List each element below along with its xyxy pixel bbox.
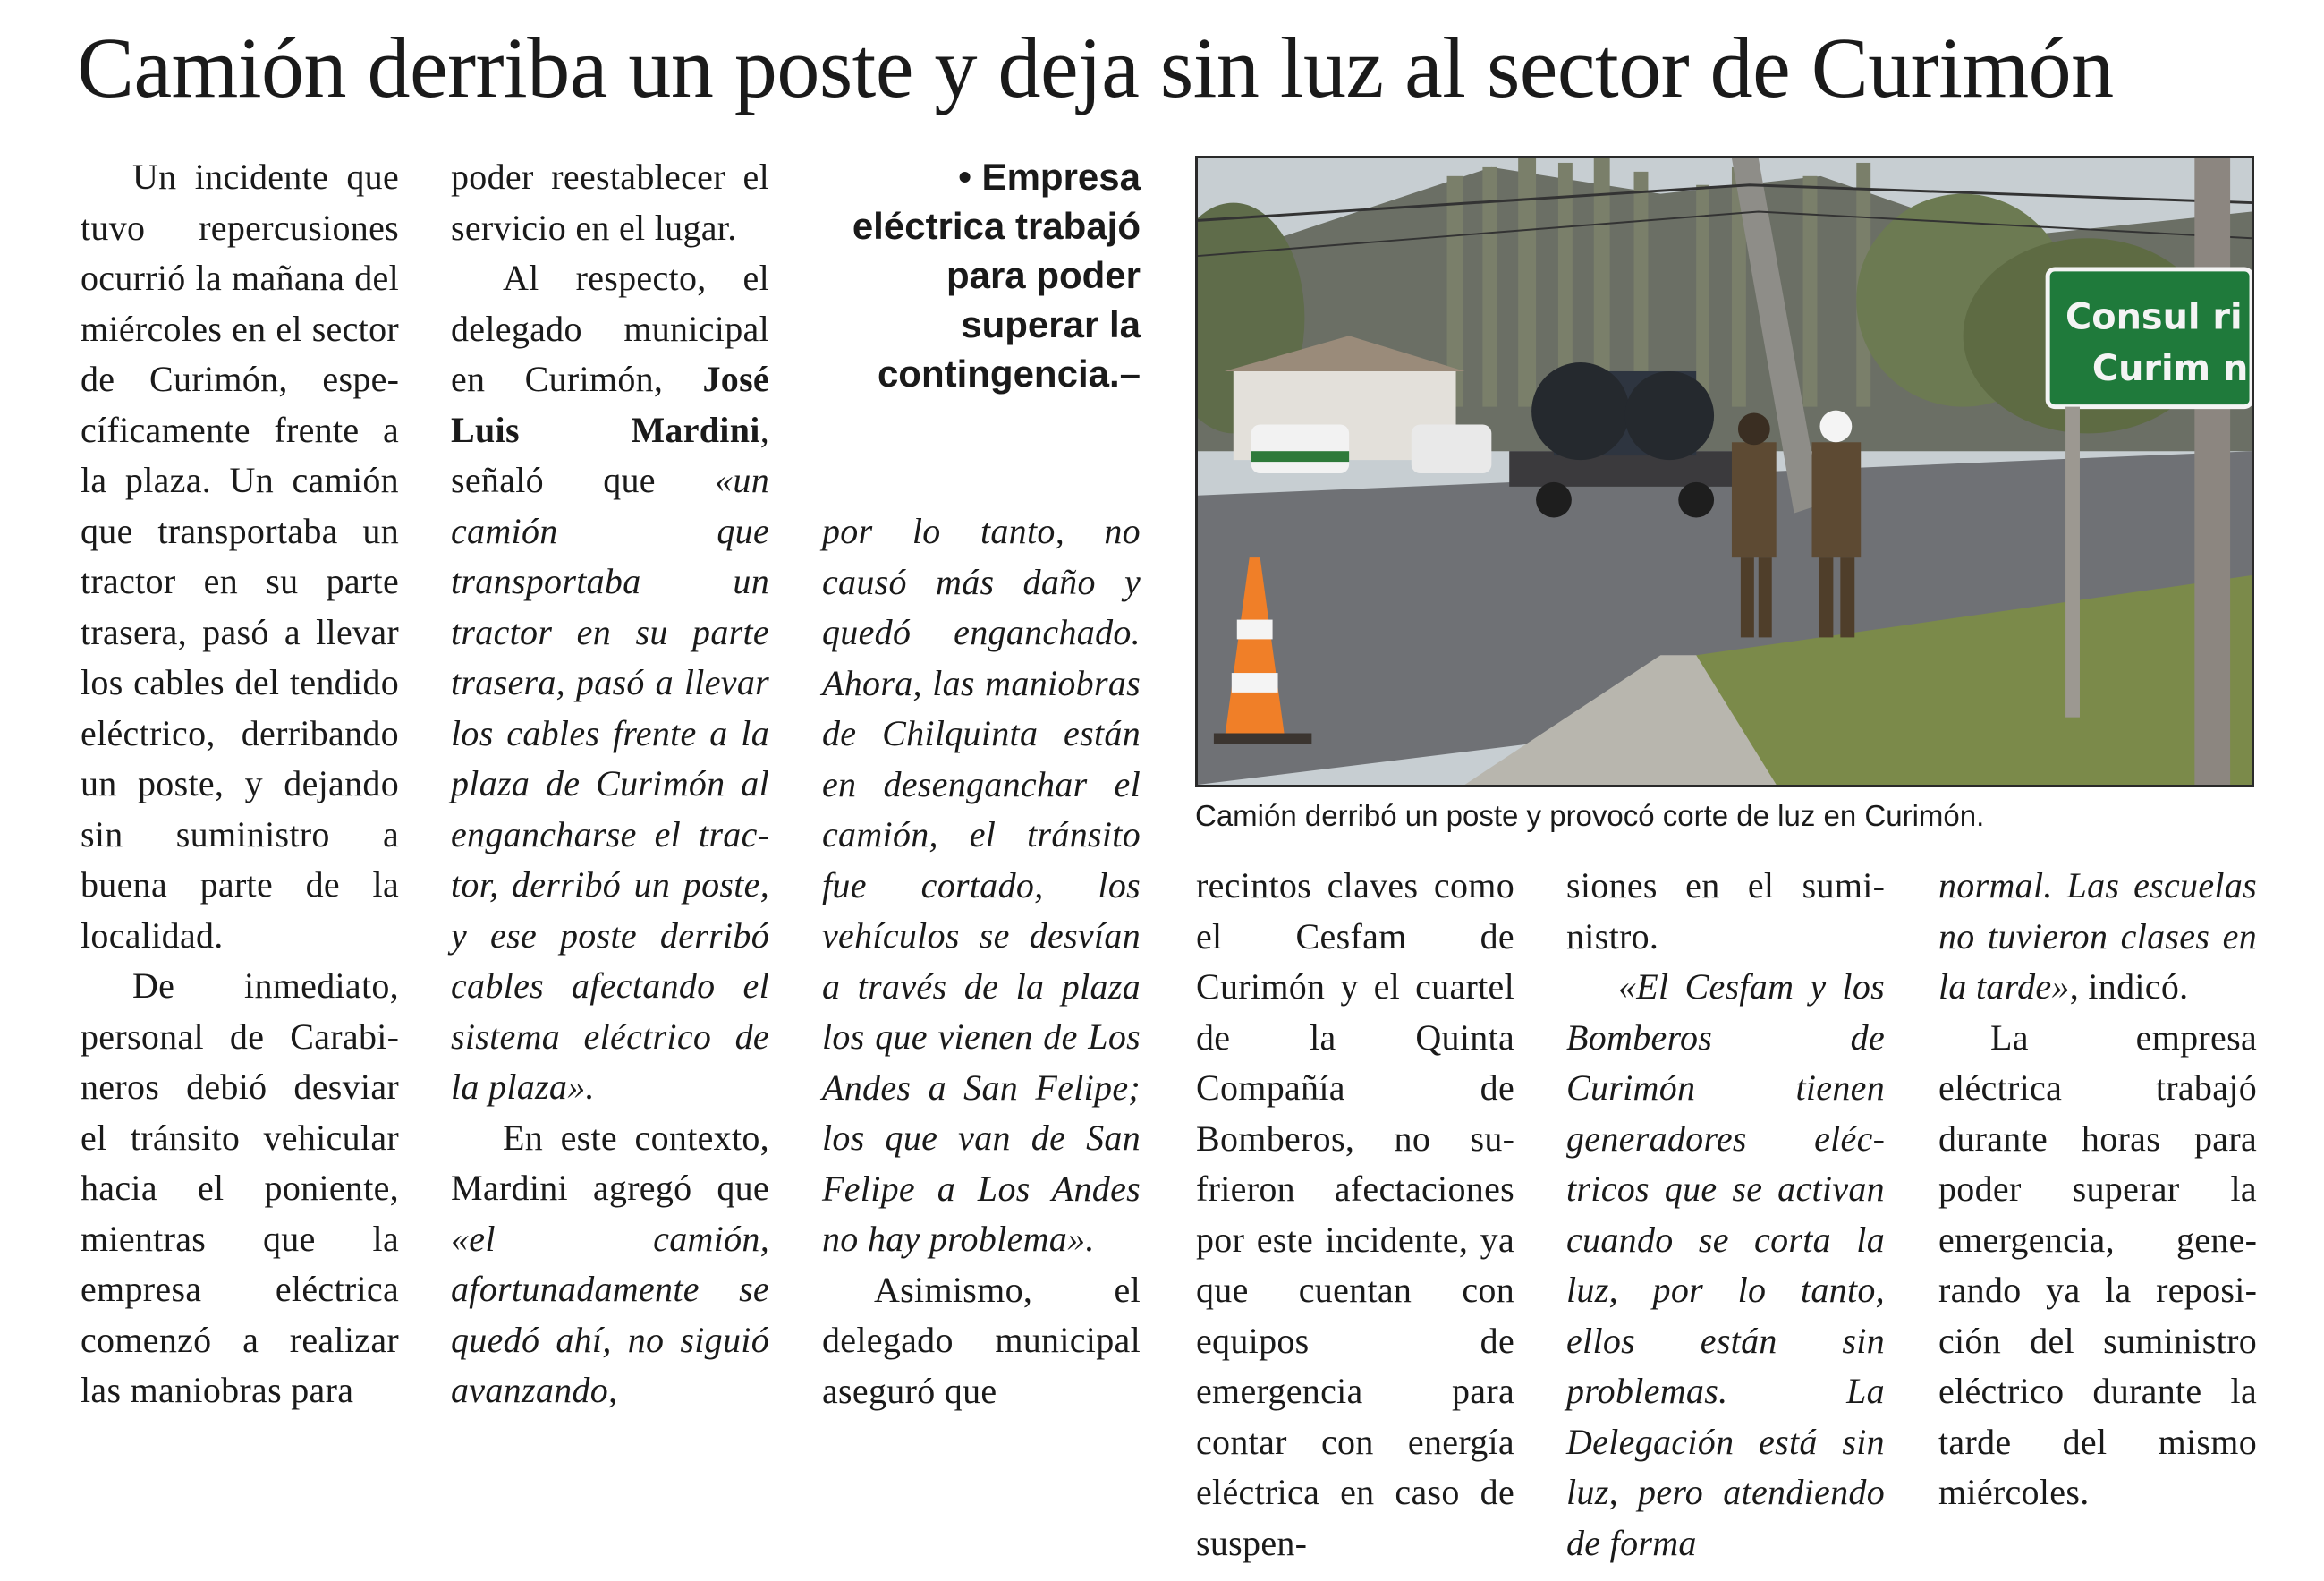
pull-quote: • Empresa eléctrica trabajó para poder superar la contingencia.– — [852, 156, 1141, 395]
news-photo — [1195, 156, 2254, 787]
paragraph: siones en el suministro. — [1566, 865, 1885, 956]
article-column-1 — [81, 152, 399, 1416]
paragraph: De inmediato, personal de Carabineros debió desviar el tránsito vehicular hacia el poniente, mientras que la empresa eléctrica comenzó a realizar las maniobras para — [81, 965, 399, 1410]
sign-text-2: Curim n — [2091, 347, 2249, 389]
sign-text-1: Consul ri — [2065, 296, 2243, 338]
article-column-3 — [822, 506, 1141, 1416]
person-name: José Luis Mardini — [451, 359, 769, 450]
paragraph — [451, 253, 769, 1113]
photo-caption: Camión derribó un poste y provocó corte de luz en Curimón. — [1195, 799, 1985, 832]
photo-illustration — [1198, 158, 2252, 785]
paragraph: recintos claves como el Cesfam de Curimón y el cuartel de la Quinta Compañía de Bomberos, no sufrieron afectaciones por este incidente, ya que cuentan con equipos de emergencia para contar con energía eléctrica en caso de suspen- — [1196, 865, 1514, 1563]
paragraph: Asimismo, el delegado municipal aseguró que — [822, 1269, 1141, 1411]
article-column-5 — [1566, 861, 1885, 1568]
paragraph: Un incidente que tuvo repercusiones ocurrió la mañana del miércoles en el sector de Curimón, específicamente frente a la plaza. Un camión que transportaba un tractor en su parte trasera, pasó a llevar los cables del tendido eléctrico, derribando un poste, y dejando sin suministro a buena parte de la localidad. — [81, 157, 399, 956]
headline: Camión derriba un poste y deja sin luz al sector de Curimón — [77, 20, 2114, 115]
article-column-6 — [1938, 861, 2257, 1518]
article-column-4 — [1196, 861, 1514, 1568]
quote: «El Cesfam y los Bomberos de Curimón tienen generadores eléctricos que se activan cuando se corta la luz, por lo tanto, ellos están sin problemas. La Delegación está sin luz, pero atendiendo de forma — [1566, 966, 1885, 1563]
paragraph — [822, 506, 1141, 1265]
quote: normal. Las escuelas no tuvieron clases en la tarde» — [1938, 865, 2257, 1007]
quote: «un camión que transportaba un tractor en su parte trasera, pasó a llevar los cables frente a la plaza de Curimón al engancharse el tractor, derribó un poste, y ese poste derribó cables afectando el sistema eléctrico de la plaza». — [451, 460, 769, 1107]
paragraph — [1938, 861, 2257, 1013]
article-column-2 — [451, 152, 769, 1416]
text-run: , señaló que — [451, 409, 769, 500]
quote: por lo tanto, no causó más daño y quedó enganchаdo. Ahora, las maniobras de Chilquinta están en desenganchar el camión, el tránsito fue cortado, los vehículos se desvían a través de la plaza los que vienen de Los Andes a San Felipe; los que van de San Felipe a Los Andes no hay problema». — [822, 511, 1141, 1259]
text-run: Al respecto, el delegado municipal en Curimón, — [451, 258, 769, 399]
text-run: , indicó. — [2069, 966, 2189, 1007]
text-run: En este contexto, Mardini agregó que — [451, 1117, 769, 1208]
paragraph: La empresa eléctrica trabajó durante horas para poder superar la emergencia, generando ya la reposición del suministro eléctrico durante la tarde del mismo miércoles. — [1938, 1016, 2257, 1512]
paragraph — [451, 1113, 769, 1416]
paragraph — [1566, 962, 1885, 1568]
paragraph: poder reestablecer el servicio en el lugar. — [451, 157, 769, 248]
quote: «el camión, afortunadamente se quedó ahí, no siguió avanzando, — [451, 1218, 769, 1410]
